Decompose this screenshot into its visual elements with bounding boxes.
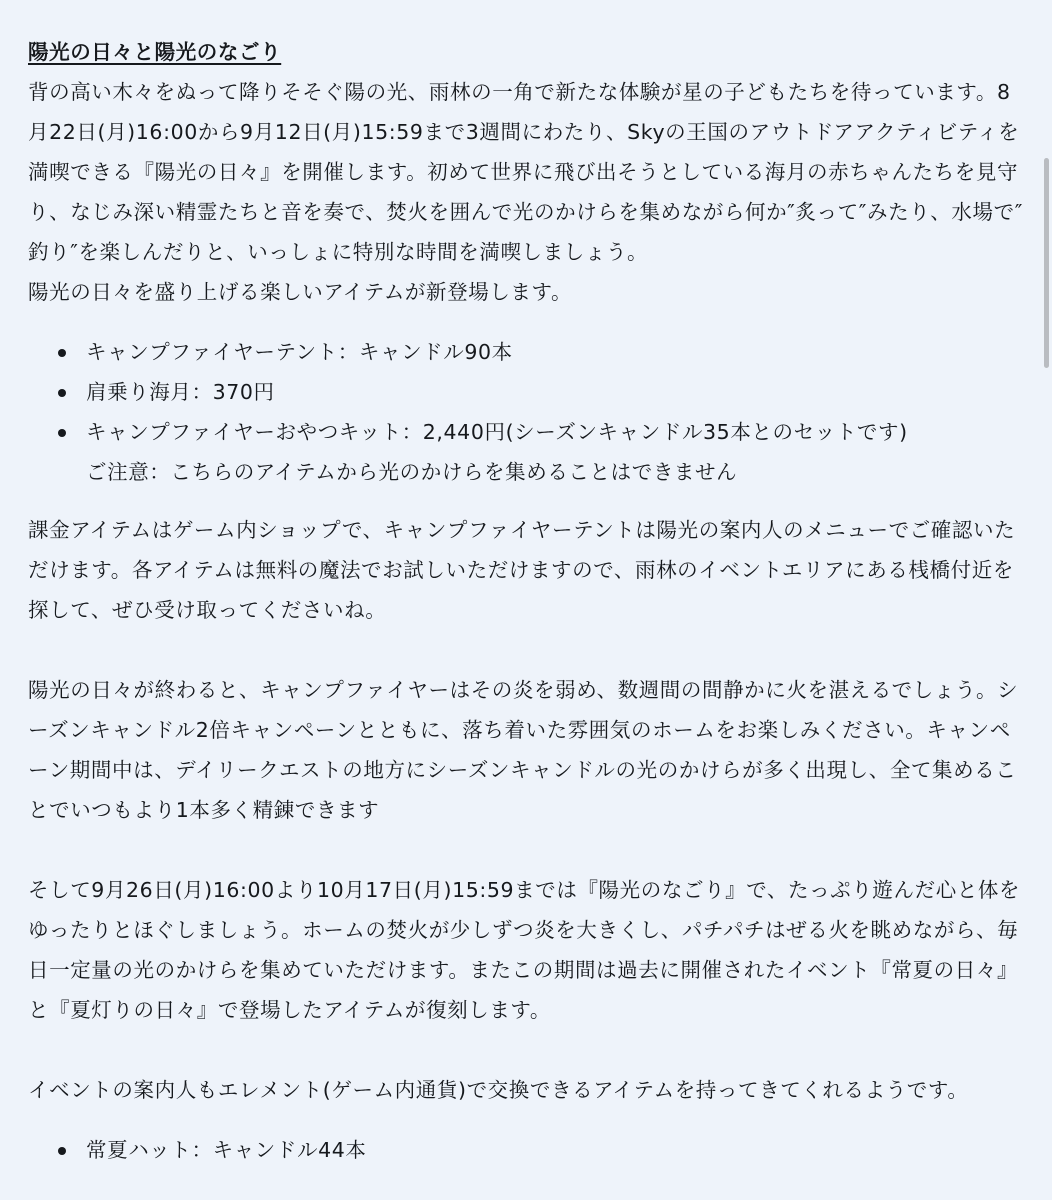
scrollbar[interactable] bbox=[1040, 0, 1052, 1200]
list-item bbox=[58, 332, 1028, 372]
new-items-list bbox=[28, 332, 1028, 452]
items-note: ご注意：こちらのアイテムから光のかけらを集めることはできません bbox=[86, 460, 738, 484]
bullet-icon bbox=[58, 349, 66, 357]
bullet-icon bbox=[58, 1147, 66, 1155]
list-item-text: 肩乗り海月：370円 bbox=[86, 380, 275, 404]
nagori-paragraph: そして9月26日(月)16:00より10月17日(月)15:59までは『陽光のなごり』で、たっぷり遊んだ心と体をゆったりとほぐしましょう。ホームの焚火が少しずつ炎を大きくし、パチパチはぜる火を眺めながら、毎日一定量の光のかけらを集めていただけます。またこの期間は過去に開催されたイベント『常夏の日々』と『夏灯りの日々』で登場したアイテムが復刻します。 bbox=[28, 878, 1021, 1022]
items-intro: 陽光の日々を盛り上げる楽しいアイテムが新登場します。 bbox=[28, 280, 573, 304]
guide-items-list bbox=[28, 1130, 1028, 1170]
bullet-icon bbox=[58, 389, 66, 397]
list-item-text: 常夏ハット：キャンドル44本 bbox=[86, 1138, 367, 1162]
shop-paragraph: 課金アイテムはゲーム内ショップで、キャンプファイヤーテントは陽光の案内人のメニューでご確認いただけます。各アイテムは無料の魔法でお試しいただけますので、雨林のイベントエリアにある桟橋付近を探して、ぜひ受け取ってくださいね。 bbox=[28, 518, 1016, 622]
bullet-icon bbox=[58, 429, 66, 437]
guide-paragraph: イベントの案内人もエレメント(ゲーム内通貨)で交換できるアイテムを持ってきてくれるようです。 bbox=[28, 1078, 969, 1102]
after-event-paragraph: 陽光の日々が終わると、キャンプファイヤーはその炎を弱め、数週間の間静かに火を湛えるでしょう。シーズンキャンドル2倍キャンペーンとともに、落ち着いた雰囲気のホームをお楽しみください。キャンペーン期間中は、デイリークエストの地方にシーズンキャンドルの光のかけらが多く出現し、全て集めることでいつもより1本多く精錬できます bbox=[28, 678, 1019, 822]
scrollbar-thumb[interactable] bbox=[1044, 158, 1049, 368]
list-item bbox=[58, 372, 1028, 412]
list-item bbox=[58, 412, 1028, 452]
list-item-text: キャンプファイヤーテント：キャンドル90本 bbox=[86, 340, 513, 364]
article-title: 陽光の日々と陽光のなごり bbox=[28, 40, 282, 64]
intro-paragraph: 背の高い木々をぬって降りそそぐ陽の光、雨林の一角で新たな体験が星の子どもたちを待っています。8月22日(月)16:00から9月12日(月)15:59まで3週間にわたり、Skyの王国のアウトドアアクティビティを満喫できる『陽光の日々』を開催します。初めて世界に飛び出そうとしている海月の赤ちゃんたちを見守り、なじみ深い精霊たちと音を奏で、焚火を囲んで光のかけらを集めながら何か″炙って″みたり、水場で″釣り″を楽しんだりと、いっしょに特別な時間を満喫しましょう。 bbox=[28, 80, 1023, 264]
list-item-text: キャンプファイヤーおやつキット：2,440円(シーズンキャンドル35本とのセットです) bbox=[86, 420, 908, 444]
article-content bbox=[28, 32, 1028, 1170]
list-item bbox=[58, 1130, 1028, 1170]
